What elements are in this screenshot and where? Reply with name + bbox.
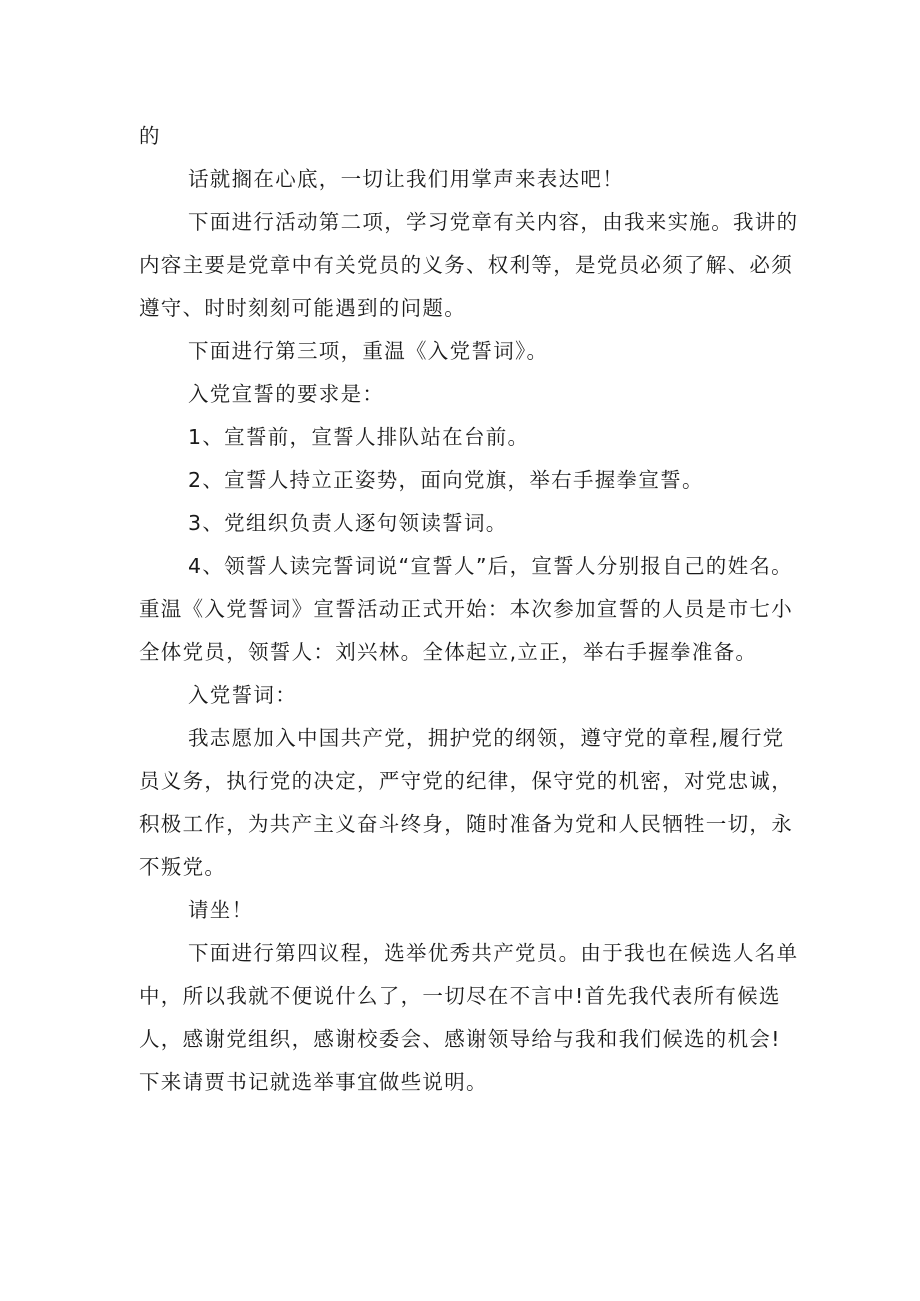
- text-line: 话就搁在心底，一切让我们用掌声来表达吧！: [188, 167, 624, 191]
- text-line: 下来请贾书记就选举事宜做些说明。: [139, 1070, 488, 1094]
- text-line: 请坐！: [188, 898, 254, 922]
- text-line: 不叛党。: [139, 855, 227, 879]
- text-line: 下面进行第四议程，选举优秀共产党员。由于我也在候选人名单: [188, 941, 799, 965]
- text-line: 下面进行第三项，重温《入党誓词》。: [188, 339, 549, 363]
- text-line: 内容主要是党章中有关党员的义务、权利等，是党员必须了解、必须: [139, 253, 793, 277]
- text-line: 3、党组织负责人逐句领读誓词。: [188, 511, 508, 535]
- text-line: 人，感谢党组织，感谢校委会、感谢领导给与我和我们候选的机会!: [139, 1027, 781, 1051]
- text-line: 员义务，执行党的决定，严守党的纪律，保守党的机密，对党忠诚，: [139, 769, 793, 793]
- text-line: 积极工作，为共产主义奋斗终身，随时准备为党和人民牺牲一切，永: [139, 812, 793, 836]
- text-line: 入党誓词：: [188, 683, 297, 707]
- text-line: 1、宣誓前，宣誓人排队站在台前。: [188, 425, 530, 449]
- document-body: [139, 115, 799, 1104]
- text-line: 入党宣誓的要求是：: [188, 382, 385, 406]
- text-line: 我志愿加入中国共产党，拥护党的纲领，遵守党的章程,履行党: [188, 726, 785, 750]
- text-line: 中，所以我就不便说什么了，一切尽在不言中!首先我代表所有候选: [139, 984, 781, 1008]
- text-line: 全体党员，领誓人：刘兴林。全体起立,立正，举右手握拳准备。: [139, 640, 758, 664]
- text-line: 遵守、时时刻刻可能遇到的问题。: [139, 296, 466, 320]
- text-line: 2、宣誓人持立正姿势，面向党旗，举右手握拳宣誓。: [188, 468, 704, 492]
- text-line: 下面进行活动第二项，学习党章有关内容，由我来实施。我讲的: [188, 210, 799, 234]
- text-line: 4、领誓人读完誓词说“宣誓人”后，宣誓人分别报自己的姓名。: [188, 554, 793, 578]
- text-line: 重温《入党誓词》宣誓活动正式开始：本次参加宣誓的人员是市七小: [139, 597, 793, 621]
- text-line: 的: [139, 124, 161, 148]
